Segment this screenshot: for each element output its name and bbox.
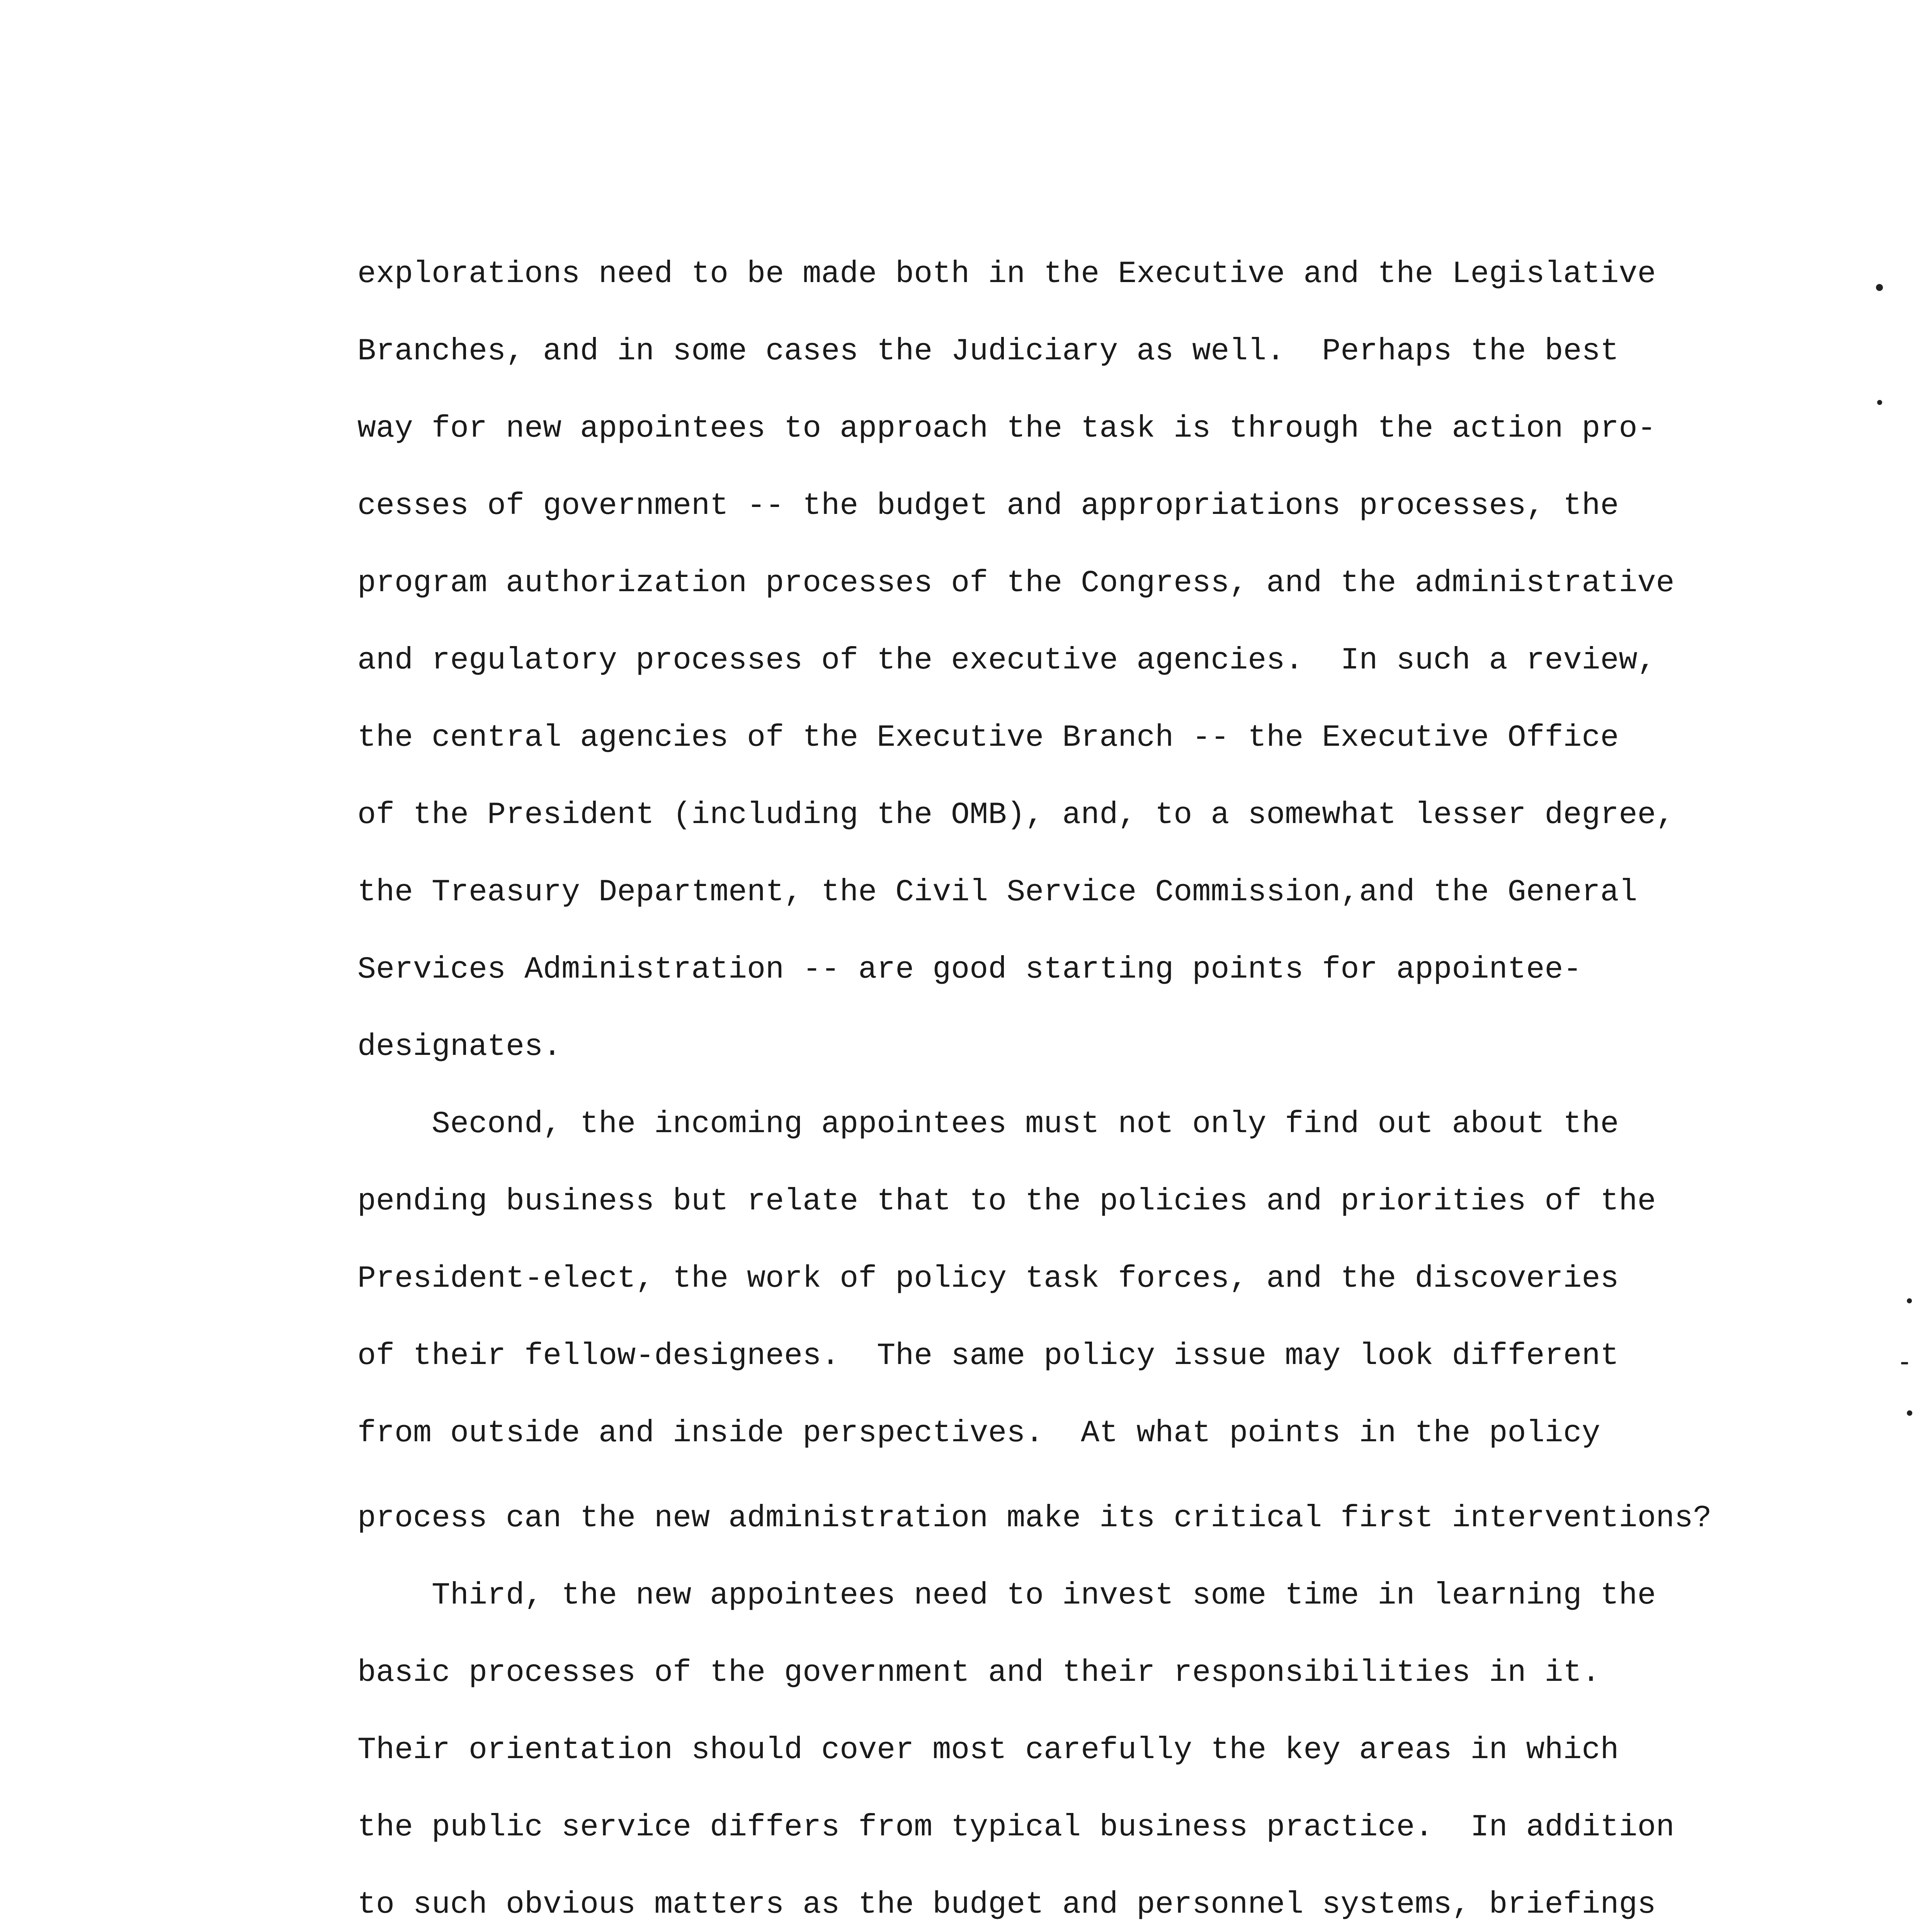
text-line: Services Administration -- are good starting points for appointee- [357,952,1582,987]
text-line: designates. [357,1029,562,1065]
text-line: from outside and inside perspectives. At what points in the policy [357,1416,1600,1451]
text-line: process can the new administration make its critical first interventions? [357,1501,1712,1536]
text-line: the Treasury Department, the Civil Service Commission,and the General [357,875,1638,910]
scan-speck [1907,1298,1912,1303]
text-line: of their fellow-designees. The same policy issue may look different [357,1338,1619,1374]
text-line: and regulatory processes of the executive agencies. In such a review, [357,643,1656,678]
text-line: to such obvious matters as the budget and personnel systems, briefings [357,1887,1656,1922]
scan-speck [1876,284,1883,291]
text-line: cesses of government -- the budget and appropriations processes, the [357,488,1619,524]
scan-speck [1907,1410,1912,1416]
text-line: basic processes of the government and their responsibilities in it. [357,1655,1600,1690]
text-line: Their orientation should cover most carefully the key areas in which [357,1733,1619,1768]
text-line: program authorization processes of the Congress, and the administrative [357,566,1675,601]
text-line: the central agencies of the Executive Branch -- the Executive Office [357,720,1619,755]
body-text [357,247,1779,1932]
paragraph-start: Second, the incoming appointees must not only find out about the [357,1107,1619,1142]
text-line: way for new appointees to approach the task is through the action pro- [357,411,1656,446]
scan-speck [1901,1362,1908,1364]
text-line: the public service differs from typical business practice. In addition [357,1810,1675,1845]
text-line: explorations need to be made both in the Executive and the Legislative [357,257,1656,292]
text-line: of the President (including the OMB), and, to a somewhat lesser degree, [357,798,1675,833]
paragraph-start: Third, the new appointees need to invest some time in learning the [357,1578,1656,1613]
scan-speck [1877,400,1882,405]
text-line: pending business but relate that to the policies and priorities of the [357,1184,1656,1219]
text-line: Branches, and in some cases the Judiciary as well. Perhaps the best [357,334,1619,369]
text-line: President-elect, the work of policy task forces, and the discoveries [357,1261,1619,1296]
